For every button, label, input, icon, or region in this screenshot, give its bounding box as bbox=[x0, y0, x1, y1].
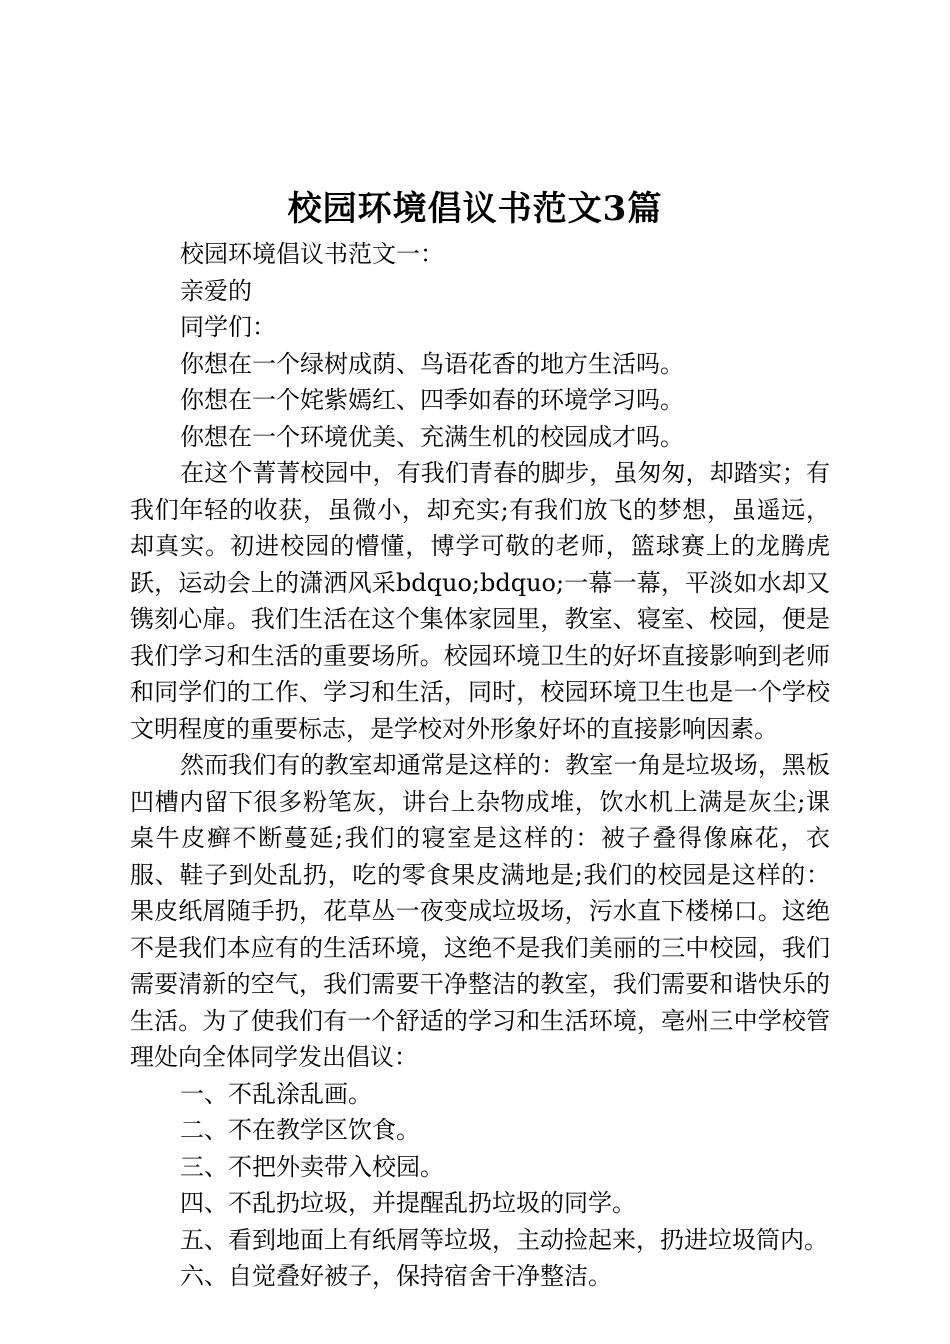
proposal-item-1: 一、不乱涂乱画。 bbox=[180, 1079, 372, 1108]
document-body bbox=[130, 236, 830, 1295]
salutation-line-1: 亲爱的 bbox=[180, 276, 252, 305]
question-paragraph-2: 你想在一个姹紫嫣红、四季如春的环境学习吗。 bbox=[180, 386, 684, 414]
question-paragraph-1: 你想在一个绿树成荫、鸟语花香的地方生活吗。 bbox=[180, 349, 684, 378]
body-paragraph-campus-life: 在这个菁菁校园中，有我们青春的脚步，虽匆匆，却踏实；有我们年轻的收获，虽微小，却充实;有我们放飞的梦想，虽遥远，却真实。初进校园的懵懂，博学可敬的老师，篮球赛上的龙腾虎跃，运动会上的潇洒风采bdquo;bdquo;一幕一幕，平淡如水却又镌刻心扉。我们生活在这个集体家园里，教室、寝室、校园，便是我们学习和生活的重要场所。校园环境卫生的好坏直接影响到老师和同学们的工作、学习和生活，同时，校园环境卫生也是一个学校文明程度的重要标志，是学校对外形象好坏的直接影响因素。 bbox=[130, 459, 830, 743]
proposal-item-6: 六、自觉叠好被子，保持宿舍干净整洁。 bbox=[180, 1262, 612, 1290]
document-title: 校园环境倡议书范文3篇 bbox=[287, 189, 663, 229]
question-paragraph-3: 你想在一个环境优美、充满生机的校园成才吗。 bbox=[180, 422, 684, 451]
salutation-line-2: 同学们： bbox=[180, 313, 276, 341]
body-paragraph-problems: 然而我们有的教室却通常是这样的：教室一角是垃圾场，黑板凹槽内留下很多粉笔灰，讲台上杂物成堆，饮水机上满是灰尘;课桌牛皮癣不断蔓延;我们的寝室是这样的：被子叠得像麻花，衣服、鞋子到处乱扔，吃的零食果皮满地是;我们的校园是这样的：果皮纸屑随手扔，花草丛一夜变成垃圾场，污水直下楼梯口。这绝不是我们本应有的生活环境，这绝不是我们美丽的三中校园，我们需要清新的空气，我们需要干净整洁的教室，我们需要和谐快乐的生活。为了使我们有一个舒适的学习和生活环境，亳州三中学校管理处向全体同学发出倡议： bbox=[130, 751, 830, 1071]
proposal-item-3: 三、不把外卖带入校园。 bbox=[180, 1152, 444, 1181]
proposal-item-4: 四、不乱扔垃圾，并提醒乱扔垃圾的同学。 bbox=[180, 1189, 636, 1217]
proposal-item-5: 五、看到地面上有纸屑等垃圾，主动捡起来，扔进垃圾筒内。 bbox=[180, 1225, 828, 1254]
proposal-item-2: 二、不在教学区饮食。 bbox=[180, 1116, 420, 1144]
greeting-heading: 校园环境倡议书范文一： bbox=[180, 240, 444, 268]
